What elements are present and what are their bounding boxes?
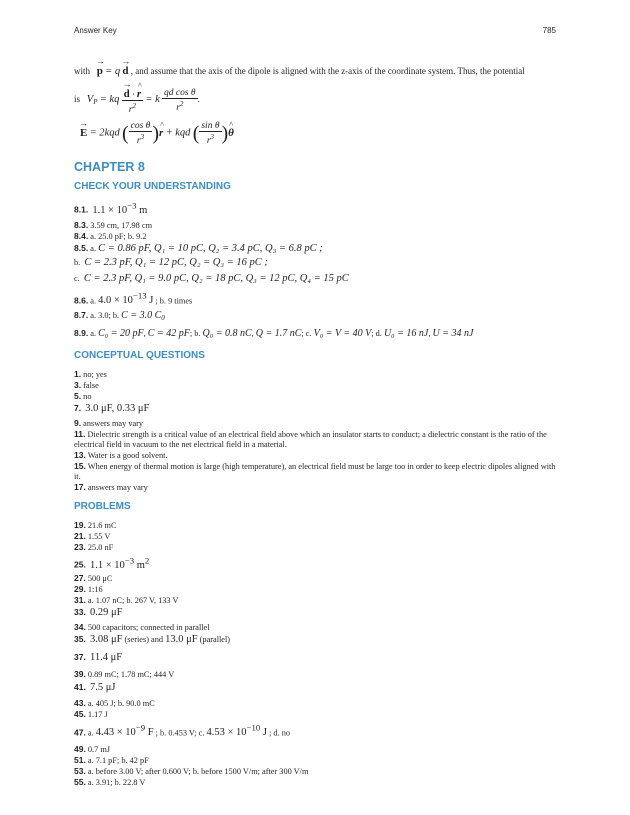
problem-29: 29. 1:16 <box>74 583 103 594</box>
problem-41: 41. 7.5 μJ <box>74 681 116 693</box>
chapter-heading: CHAPTER 8 <box>74 160 145 175</box>
problem-21: 21. 1.55 V <box>74 531 111 542</box>
sin-over-r3: $\frac{\text{sin θ}}{r^3}$ <box>201 121 220 147</box>
equals-q: = q <box>105 66 121 77</box>
problem-53: 53. a. before 3.00 V; after 0.600 V; b. before 1500 V/m; after 300 V/m <box>74 766 309 777</box>
answer-8-7: 8.7. a. 3.0; b. C = 3.0 $C_0$ <box>74 310 165 323</box>
question-3: 3. false <box>74 380 99 391</box>
problem-31: 31. a. 1.07 nC; b. 267 V, 133 V <box>74 594 179 605</box>
e-vector: → E <box>80 122 87 140</box>
answer-8-6: 8.6. a. $4.0 \times 10^{-13}$ J ; b. 9 times <box>74 290 193 307</box>
dipole-definition <box>74 60 558 79</box>
vp-equals: = kq <box>99 94 120 106</box>
answer-8-5b: b. C = 2.3 pF, Q₁ = 12 pC, Q₂ = Q₃ = 16 pC ; <box>74 256 268 268</box>
problem-19: 19. 21.6 mC <box>74 520 117 531</box>
r-hat: ^ r <box>159 122 163 140</box>
field-equation: → E = 2kqd ( $\frac{\text{cos θ}}{r^3}$ )^ r + kqd ( $\frac{\text{sin θ}}{r^3}$ )^ θ <box>74 121 558 146</box>
problem-49: 49. 0.7 mJ <box>74 744 111 755</box>
d-vector: → d <box>122 60 128 78</box>
question-9: 9. answers may vary <box>74 418 144 429</box>
question-15: 15. When energy of thermal motion is large (high temperature), an electrical field must be large too in order to keep electric dipoles aligned with it. <box>74 461 556 482</box>
problem-27: 27. 500 μC <box>74 572 113 583</box>
cos-fraction: $\frac{\text{qd cos θ}}{r^2}$ <box>164 87 196 113</box>
is-text: is <box>74 94 81 105</box>
problem-33: 33. 0.29 μF <box>74 606 123 618</box>
e-equals: = 2kqd <box>89 127 120 139</box>
answer-key-content <box>74 60 558 788</box>
equals-k: = k <box>145 94 160 106</box>
question-1: 1. no; yes <box>74 369 107 380</box>
question-7: 7. 3.0 μF, 0.33 μF <box>74 403 150 415</box>
question-17: 17. answers may vary <box>74 482 148 493</box>
potential-equation: is $V_P$ = kq → $\frac{d \cdot \^{} r}{r^2}$ = k $\frac{\text{qd cos θ}}{r^2}$ . <box>74 85 558 115</box>
conceptual-questions-heading: CONCEPTUAL QUESTIONS <box>74 350 205 362</box>
dipole-axis-text: , and assume that the axis of the dipole is aligned with the z-axis of the coordinate system. Thus, the potential <box>130 66 525 76</box>
problem-34: 34. 500 capacitors; connected in parallel <box>74 621 210 632</box>
problem-43: 43. a. 405 J; b. 90.0 mC <box>74 697 155 708</box>
problem-47: 47. a. $4.43 \times 10^{-9}$ F ; b. 0.453 V; c. $4.53 \times 10^{-10}$ J ; d. no <box>74 722 291 739</box>
answer-8-9: 8.9. a. C₀ = 20 pF, C = 42 pF; b. Q₀ = 0.8 nC, Q = 1.7 nC; c. V₀ = V = 40 V; d. U₀ = 16 nJ, U = 34 nJ <box>74 328 474 340</box>
problem-35: 35. 3.08 μF (series) and 13.0 μF (parallel) <box>74 633 231 645</box>
problem-39: 39. 0.89 mC; 1.78 mC; 444 V <box>74 668 175 679</box>
cos-over-r3: $\frac{\text{cos θ}}{r^3}$ <box>130 121 151 147</box>
answer-8-5a: 8.5. a. C = 0.86 pF, Q₁ = 10 pC, Q₂ = 3.4 pC, Q₃ = 6.8 pC ; <box>74 242 323 254</box>
answer-8-5c: c. C = 2.3 pF, Q₁ = 9.0 pC, Q₂ = 18 pC, Q₃ = 12 pC, Q₄ = 15 pC <box>74 272 349 284</box>
answer-8-4: 8.4. a. 25.0 pF; b. 9.2 <box>74 230 147 241</box>
check-your-understanding-heading: CHECK YOUR UNDERSTANDING <box>74 181 231 193</box>
answer-8-3: 8.3. 3.59 cm, 17.98 cm <box>74 219 153 230</box>
problem-51: 51. a. 7.1 pF; b. 42 pF <box>74 755 149 766</box>
problem-55: 55. a. 3.91; b. 22.8 V <box>74 777 146 788</box>
problem-45: 45. 1.17 J <box>74 708 108 719</box>
question-13: 13. Water is a good solvent. <box>74 450 168 461</box>
theta-hat: ^ θ <box>228 122 234 140</box>
page-number: 785 <box>542 26 556 35</box>
problems-heading: PROBLEMS <box>74 501 131 513</box>
running-header-title: Answer Key <box>74 26 117 35</box>
question-11: 11. Dielectric strength is a critical value of an electrical field above which an insulator starts to conduct; a dielectric constant is the ratio of the electrical field in vacuum to the net electrical field in a material. <box>74 429 547 450</box>
answer-8-1: 8.1. $1.1 \times 10^{-3}$ m <box>74 200 148 216</box>
vp-symbol: $V_P$ <box>86 94 98 107</box>
problem-23: 23. 25.0 nF <box>74 542 114 553</box>
problem-25: 25. $1.1 \times 10^{-3}$ $m^2$ <box>74 555 150 571</box>
with-text: with <box>74 66 91 76</box>
dipole-fraction: → $\frac{d \cdot \^{} r}{r^2}$ <box>122 85 144 115</box>
p-vector: → p <box>97 60 103 78</box>
question-5: 5. no <box>74 391 92 402</box>
plus-kqd: + kqd <box>165 127 191 139</box>
problem-37: 37. 11.4 μF <box>74 651 123 663</box>
